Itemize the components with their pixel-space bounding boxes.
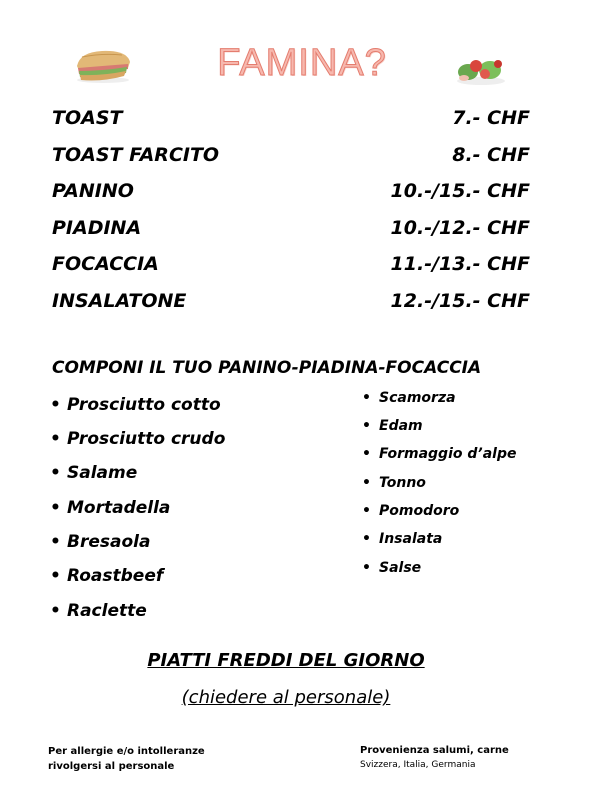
bullet: • (362, 531, 371, 547)
origin-note (360, 744, 509, 772)
compose-heading: COMPONI IL TUO PANINO-PIADINA-FOCACCIA (52, 358, 482, 378)
ingredient-item (362, 531, 442, 547)
ingredient-label: Salame (67, 463, 138, 483)
price-item-name: PIADINA (52, 217, 142, 239)
price-value: 10.-/15.- CHF (390, 180, 530, 202)
bullet: • (50, 601, 61, 621)
ingredient-item (362, 560, 421, 576)
price-row-panino (52, 177, 530, 205)
cold-dishes-heading: PIATTI FREDDI DEL GIORNO (147, 650, 425, 671)
ingredient-item (50, 429, 225, 449)
cold-dishes-subtitle: (chiedere al personale) (181, 687, 391, 708)
bullet: • (50, 395, 61, 415)
bullet: • (362, 390, 371, 406)
ingredient-item (50, 395, 221, 415)
price-item-name: TOAST (52, 107, 123, 129)
price-value: 11.-/13.- CHF (390, 253, 530, 275)
bullet: • (50, 532, 61, 552)
ingredient-label: Mortadella (67, 498, 171, 518)
bullet: • (50, 566, 61, 586)
price-item-name: FOCACCIA (52, 253, 159, 275)
ingredient-label: Roastbeef (67, 566, 164, 586)
bullet: • (362, 475, 371, 491)
ingredient-item (50, 566, 163, 586)
ingredient-item (50, 601, 147, 621)
bullet: • (50, 498, 61, 518)
ingredient-label: Scamorza (379, 390, 456, 406)
price-row-toast (52, 104, 530, 132)
ingredient-item (50, 532, 150, 552)
bullet: • (362, 503, 371, 519)
bullet: • (362, 560, 371, 576)
price-row-piadina (52, 214, 530, 242)
page-title: FAMINA? (217, 42, 387, 84)
price-value: 7.- CHF (452, 107, 530, 129)
price-item-name: TOAST FARCITO (52, 144, 220, 166)
ingredient-item (50, 463, 137, 483)
price-value: 8.- CHF (452, 144, 530, 166)
bullet: • (50, 463, 61, 483)
origin-countries: Svizzera, Italia, Germania (360, 760, 476, 770)
ingredient-item (362, 503, 459, 519)
ingredient-item (362, 475, 426, 491)
ingredient-item (50, 498, 170, 518)
price-item-name: PANINO (52, 180, 134, 202)
price-value: 12.-/15.- CHF (390, 290, 530, 312)
origin-title: Provenienza salumi, carne (360, 745, 509, 756)
ingredient-label: Salse (379, 560, 422, 576)
price-row-toast-farcito (52, 141, 530, 169)
ingredient-item (362, 446, 516, 462)
allergy-line: Per allergie e/o intolleranze (48, 746, 205, 757)
ingredient-label: Bresaola (67, 532, 151, 552)
ingredient-item (362, 418, 423, 434)
price-value: 10.-/12.- CHF (390, 217, 530, 239)
ingredient-label: Tonno (379, 475, 426, 491)
ingredient-label: Pomodoro (379, 503, 460, 519)
bullet: • (50, 429, 61, 449)
allergy-note (48, 744, 205, 774)
bullet: • (362, 446, 371, 462)
ingredient-label: Formaggio d’alpe (379, 446, 517, 462)
bullet: • (362, 418, 371, 434)
allergy-line: rivolgersi al personale (48, 761, 175, 772)
salad-icon (454, 50, 508, 86)
price-item-name: INSALATONE (52, 290, 187, 312)
price-row-focaccia (52, 250, 530, 278)
ingredient-label: Insalata (379, 531, 443, 547)
ingredient-label: Raclette (67, 601, 147, 621)
ingredient-label: Prosciutto crudo (67, 429, 226, 449)
ingredient-label: Edam (379, 418, 423, 434)
ingredient-item (362, 390, 456, 406)
ingredient-label: Prosciutto cotto (67, 395, 221, 415)
price-row-insalatone (52, 287, 530, 315)
